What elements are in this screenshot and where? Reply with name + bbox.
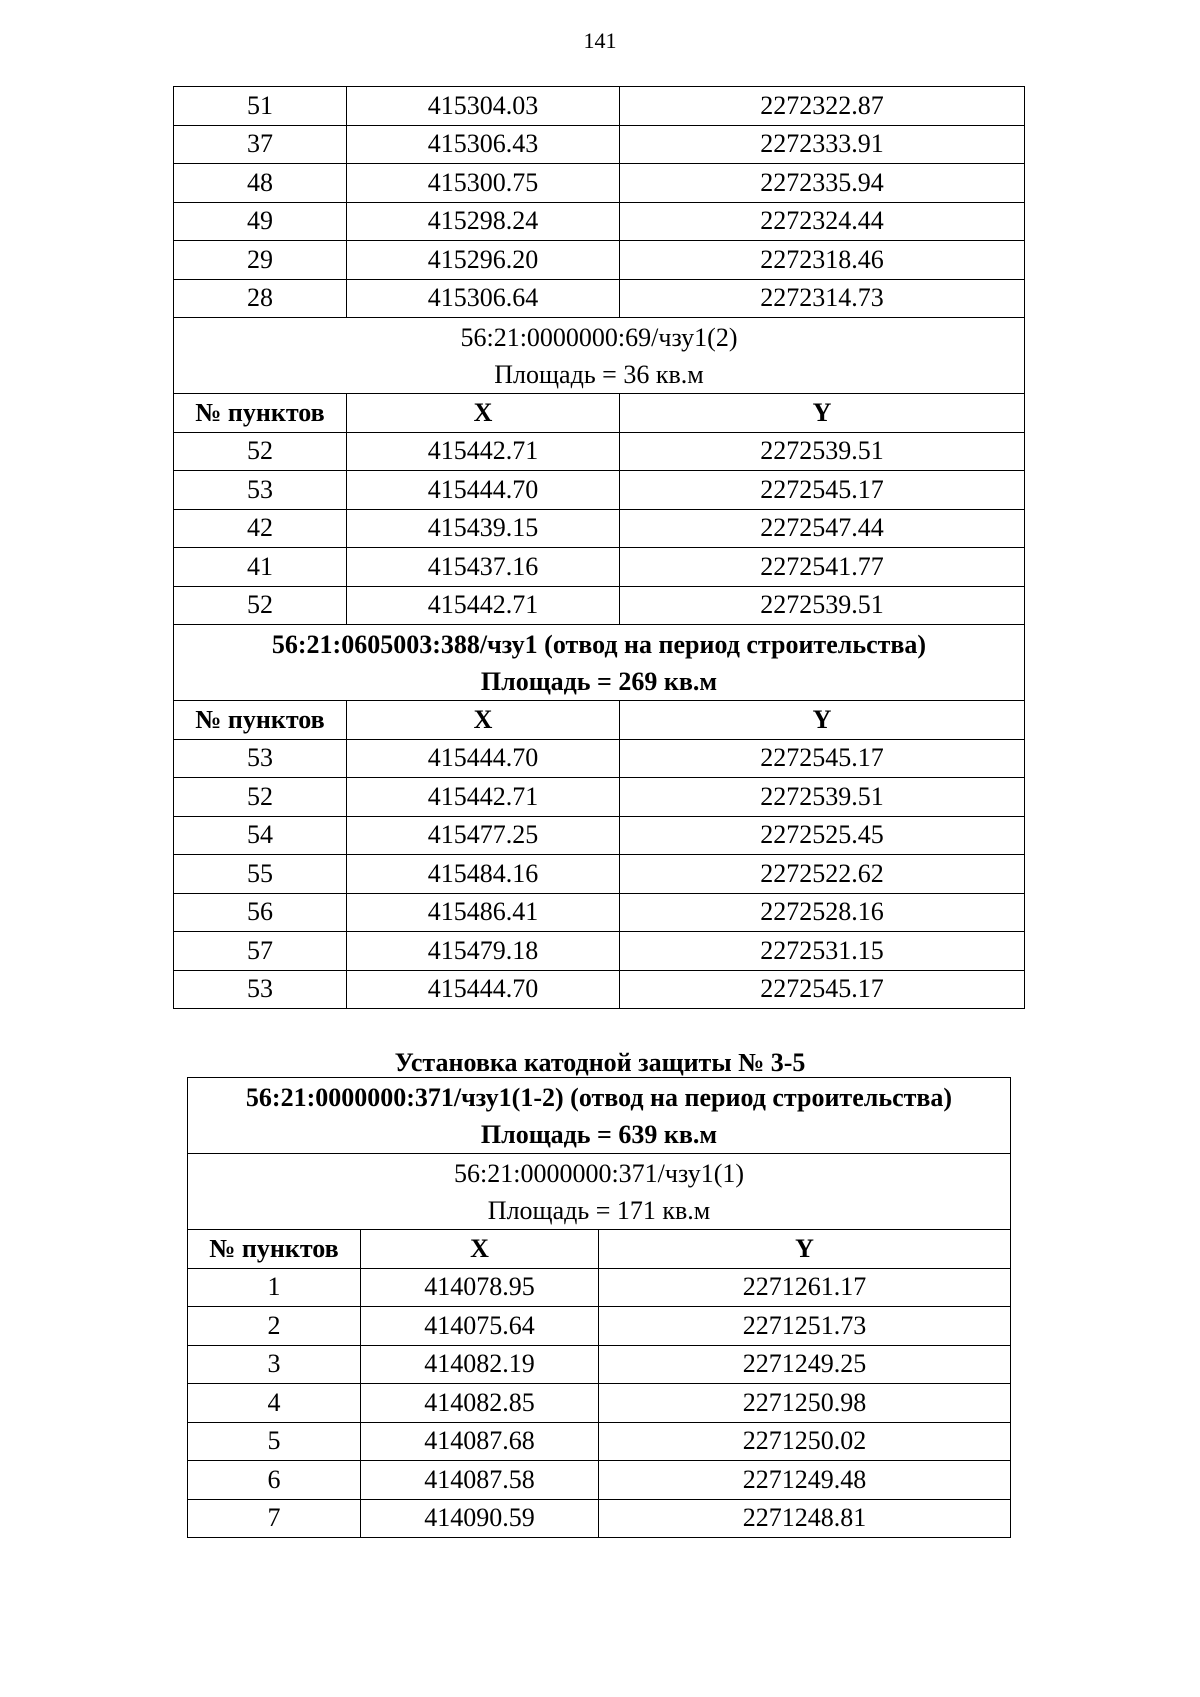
cell-x: 415439.15: [347, 509, 620, 548]
cell-x: 415304.03: [347, 87, 620, 126]
cell-x: 415437.16: [347, 548, 620, 587]
section-area: Площадь = 36 кв.м: [494, 359, 704, 389]
cell-point-number: 56: [174, 893, 347, 932]
cell-x: 415306.43: [347, 125, 620, 164]
table-row: [174, 125, 1025, 164]
cell-x: 414087.68: [361, 1422, 599, 1461]
cell-y: 2272531.15: [620, 932, 1025, 971]
cell-y: 2271248.81: [599, 1499, 1011, 1538]
section-area: Площадь = 639 кв.м: [480, 1119, 718, 1149]
cell-x: 414090.59: [361, 1499, 599, 1538]
column-header-row: [174, 394, 1025, 433]
section-title: 56:21:0000000:69/чзу1(2): [460, 322, 738, 352]
cell-x: 415296.20: [347, 241, 620, 280]
section-title: 56:21:0605003:388/чзу1 (отвод на период строительства): [271, 629, 927, 659]
cell-x: 414087.58: [361, 1461, 599, 1500]
cell-x: 415442.71: [347, 778, 620, 817]
section-heading: Установка катодной защиты № 3-5: [394, 1048, 806, 1077]
table-row: [174, 778, 1025, 817]
cell-point-number: 3: [188, 1345, 361, 1384]
cell-point-number: 29: [174, 241, 347, 280]
table-row: [174, 586, 1025, 625]
cell-y: 2272522.62: [620, 855, 1025, 894]
section-header-row: [188, 1154, 1011, 1230]
column-header-y: Y: [620, 394, 1025, 433]
cell-y: 2272314.73: [620, 279, 1025, 318]
cell-y: 2272539.51: [620, 432, 1025, 471]
section-area: Площадь = 269 кв.м: [480, 666, 718, 696]
cell-point-number: 52: [174, 586, 347, 625]
table-row: [188, 1461, 1011, 1500]
section-header-cell: [188, 1078, 1011, 1154]
table-row: [174, 739, 1025, 778]
cell-y: 2272545.17: [620, 970, 1025, 1009]
cell-point-number: 52: [174, 432, 347, 471]
cell-x: 415444.70: [347, 471, 620, 510]
cell-y: 2272528.16: [620, 893, 1025, 932]
table-row: [188, 1307, 1011, 1346]
table-row: [174, 279, 1025, 318]
column-header-point: № пунктов: [188, 1230, 361, 1269]
table-row: [174, 970, 1025, 1009]
cell-y: 2272547.44: [620, 509, 1025, 548]
cell-y: 2272545.17: [620, 471, 1025, 510]
cell-y: 2271250.98: [599, 1384, 1011, 1423]
table-row: [174, 509, 1025, 548]
section-title: 56:21:0000000:371/чзу1(1-2) (отвод на период строительства): [245, 1082, 953, 1112]
coordinates-table-2: [187, 1077, 1011, 1538]
cell-x: 415479.18: [347, 932, 620, 971]
coordinates-table-1: [173, 86, 1025, 1009]
column-header-point: № пунктов: [174, 701, 347, 740]
cell-x: 415298.24: [347, 202, 620, 241]
table-row: [174, 202, 1025, 241]
cell-x: 414082.19: [361, 1345, 599, 1384]
section-header-row: [174, 625, 1025, 701]
cell-point-number: 1: [188, 1268, 361, 1307]
section-header-row: [188, 1078, 1011, 1154]
table-row: [174, 816, 1025, 855]
section-header-row: [174, 318, 1025, 394]
cell-point-number: 55: [174, 855, 347, 894]
cell-x: 415442.71: [347, 586, 620, 625]
cell-point-number: 28: [174, 279, 347, 318]
cell-point-number: 53: [174, 970, 347, 1009]
table-row: [188, 1422, 1011, 1461]
cell-y: 2272322.87: [620, 87, 1025, 126]
cell-x: 415300.75: [347, 164, 620, 203]
cell-x: 414082.85: [361, 1384, 599, 1423]
cell-x: 415486.41: [347, 893, 620, 932]
table-row: [174, 855, 1025, 894]
cell-y: 2272318.46: [620, 241, 1025, 280]
table-row: [188, 1345, 1011, 1384]
cell-y: 2272539.51: [620, 778, 1025, 817]
table-row: [174, 932, 1025, 971]
cell-x: 415477.25: [347, 816, 620, 855]
table-row: [174, 432, 1025, 471]
table-row: [188, 1384, 1011, 1423]
column-header-x: X: [347, 394, 620, 433]
table-row: [174, 471, 1025, 510]
cell-point-number: 6: [188, 1461, 361, 1500]
cell-y: 2271261.17: [599, 1268, 1011, 1307]
cell-point-number: 57: [174, 932, 347, 971]
cell-point-number: 49: [174, 202, 347, 241]
column-header-row: [188, 1230, 1011, 1269]
cell-x: 414075.64: [361, 1307, 599, 1346]
cell-y: 2272324.44: [620, 202, 1025, 241]
cell-x: 415306.64: [347, 279, 620, 318]
table-row: [174, 241, 1025, 280]
cell-x: 415442.71: [347, 432, 620, 471]
cell-y: 2272335.94: [620, 164, 1025, 203]
cell-y: 2272541.77: [620, 548, 1025, 587]
cell-point-number: 54: [174, 816, 347, 855]
cell-point-number: 48: [174, 164, 347, 203]
section-title: 56:21:0000000:371/чзу1(1): [454, 1158, 745, 1188]
cell-x: 415484.16: [347, 855, 620, 894]
cell-point-number: 5: [188, 1422, 361, 1461]
cell-point-number: 4: [188, 1384, 361, 1423]
cell-point-number: 37: [174, 125, 347, 164]
column-header-row: [174, 701, 1025, 740]
cell-y: 2272525.45: [620, 816, 1025, 855]
table-row: [174, 164, 1025, 203]
cell-y: 2272539.51: [620, 586, 1025, 625]
cell-point-number: 2: [188, 1307, 361, 1346]
section-area: Площадь = 171 кв.м: [487, 1195, 711, 1225]
column-header-y: Y: [599, 1230, 1011, 1269]
cell-point-number: 52: [174, 778, 347, 817]
section-header-cell: [188, 1154, 1011, 1230]
column-header-point: № пунктов: [174, 394, 347, 433]
cell-x: 415444.70: [347, 739, 620, 778]
table-row: [188, 1268, 1011, 1307]
cell-x: 415444.70: [347, 970, 620, 1009]
cell-x: 414078.95: [361, 1268, 599, 1307]
cell-point-number: 41: [174, 548, 347, 587]
table-row: [174, 548, 1025, 587]
column-header-x: X: [347, 701, 620, 740]
cell-point-number: 42: [174, 509, 347, 548]
table-row: [174, 87, 1025, 126]
cell-y: 2272545.17: [620, 739, 1025, 778]
column-header-x: X: [361, 1230, 599, 1269]
table-row: [188, 1499, 1011, 1538]
cell-y: 2271250.02: [599, 1422, 1011, 1461]
section-header-cell: [174, 318, 1025, 394]
cell-point-number: 7: [188, 1499, 361, 1538]
cell-y: 2271251.73: [599, 1307, 1011, 1346]
cell-y: 2271249.48: [599, 1461, 1011, 1500]
cell-y: 2272333.91: [620, 125, 1025, 164]
cell-point-number: 53: [174, 471, 347, 510]
cell-point-number: 53: [174, 739, 347, 778]
table-row: [174, 893, 1025, 932]
column-header-y: Y: [620, 701, 1025, 740]
cell-y: 2271249.25: [599, 1345, 1011, 1384]
cell-point-number: 51: [174, 87, 347, 126]
page-number: 141: [583, 28, 617, 53]
section-header-cell: [174, 625, 1025, 701]
